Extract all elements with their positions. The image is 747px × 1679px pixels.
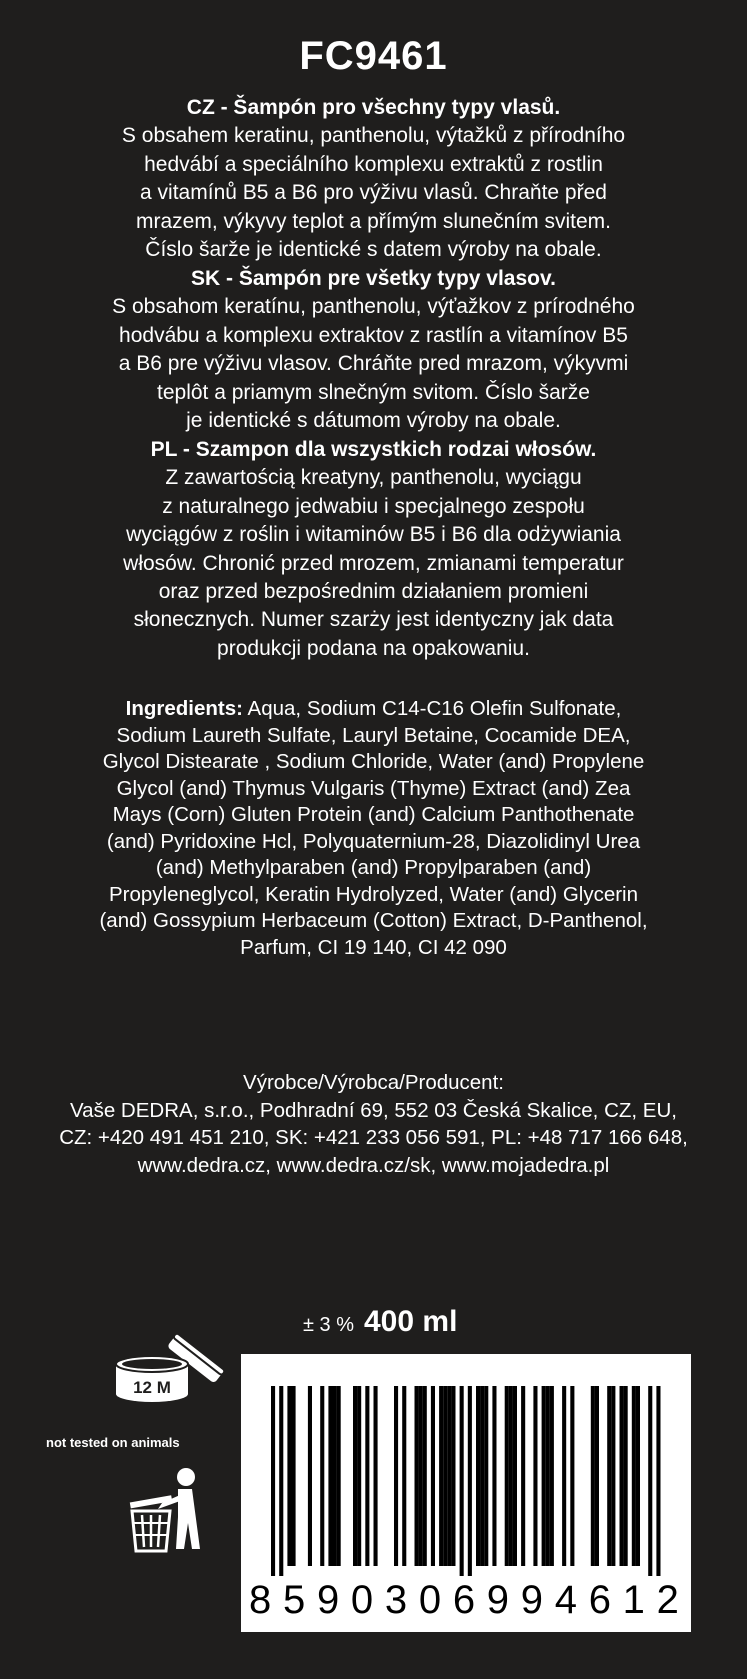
- barcode-bar: [337, 1386, 341, 1566]
- ingredients-line: (and) Gossypium Herbaceum (Cotton) Extract, D-Panthenol,: [99, 909, 648, 932]
- cz-heading: CZ - Šampón pro všechny typy vlasů.: [186, 96, 561, 119]
- pl-line: oraz przed bezpośrednim działaniem promieni: [158, 580, 589, 604]
- ingredients-label: Ingredients:: [125, 697, 243, 720]
- barcode-digit: 9: [316, 1578, 340, 1622]
- ingredients-line: (and) Pyridoxine Hcl, Polyquaternium-28, Diazolidinyl Urea: [106, 829, 641, 853]
- barcode-bar: [357, 1386, 361, 1566]
- barcode-bar: [415, 1386, 419, 1566]
- barcode-bar: [443, 1386, 447, 1566]
- not-tested-on-animals: not tested on animals: [46, 1435, 180, 1450]
- sk-line: hodvábu a komplexu extraktov z rastlín a vitamínov B5: [119, 323, 628, 347]
- barcode-bar: [562, 1386, 566, 1566]
- barcode-bar: [476, 1386, 480, 1566]
- pao-label: 12 M: [133, 1378, 171, 1397]
- barcode-bar: [624, 1386, 628, 1566]
- cz-line: mrazem, výkyvy teplot a přímým slunečním svitem.: [136, 209, 611, 233]
- manufacturer-phones: CZ: +420 491 451 210, SK: +421 233 056 591, PL: +48 717 166 648,: [59, 1126, 688, 1149]
- barcode-bar: [320, 1386, 324, 1566]
- barcode-bar: [591, 1386, 595, 1566]
- barcode-bar: [439, 1386, 443, 1566]
- manufacturer-websites: www.dedra.cz, www.dedra.cz/sk, www.mojadedra.pl: [137, 1153, 610, 1177]
- barcode-bar: [607, 1386, 611, 1566]
- ingredients-line: Mays (Corn) Gluten Protein (and) Calcium Panthothenate: [112, 803, 635, 826]
- barcode-bar: [292, 1386, 296, 1566]
- barcode-bar: [484, 1386, 488, 1566]
- barcode-bar: [656, 1386, 660, 1576]
- barcode-digit: 6: [452, 1578, 476, 1622]
- barcode-bar: [513, 1386, 517, 1566]
- barcode-bar: [279, 1386, 283, 1576]
- barcode-digit: 4: [554, 1578, 577, 1622]
- sk-line: je identické s dátumom výroby na obale.: [186, 409, 561, 433]
- cz-line: a vitamínů B5 a B6 pro výživu vlasů. Chraňte před: [140, 181, 607, 205]
- pl-line: Z zawartością kreatyny, panthenolu, wyciągu: [165, 466, 582, 490]
- pl-line: włosów. Chronić przed mrozem, zmianami temperatur: [123, 551, 624, 575]
- ingredients-line: Parfum, CI 19 140, CI 42 090: [240, 935, 507, 959]
- barcode-bar: [374, 1386, 378, 1566]
- barcode-bar: [521, 1386, 525, 1566]
- barcode-digit: 9: [520, 1578, 543, 1622]
- barcode-bar: [271, 1386, 275, 1576]
- barcode-bar: [533, 1386, 537, 1566]
- barcode-bar: [308, 1386, 312, 1566]
- barcode-bar: [333, 1386, 337, 1566]
- barcode-digit: 0: [418, 1578, 442, 1622]
- manufacturer-address: Vaše DEDRA, s.r.o., Podhradní 69, 552 03 Česká Skalice, CZ, EU,: [70, 1098, 677, 1122]
- manufacturer-section: [20, 1069, 727, 1179]
- barcode-bar: [402, 1386, 406, 1566]
- barcode-bar: [505, 1386, 509, 1566]
- barcode-bar: [595, 1386, 599, 1566]
- cz-line: hedvábí a speciálního komplexu extraktů z rostlin: [144, 152, 603, 176]
- barcode-bar: [460, 1386, 464, 1576]
- barcode-bar: [451, 1386, 455, 1566]
- barcode-bar: [423, 1386, 427, 1566]
- sk-section: [40, 265, 707, 435]
- barcode-bar: [328, 1386, 332, 1566]
- pl-line: z naturalnego jedwabiu i specjalnego zespołu: [162, 494, 585, 518]
- barcode-bar: [287, 1386, 291, 1566]
- sk-line: teplôt a priamym slnečným svitom. Číslo šarže: [157, 380, 590, 404]
- barcode-bar: [431, 1386, 435, 1566]
- barcode-bar: [468, 1386, 472, 1576]
- pl-line: słonecznych. Numer szarży jest identyczny jak data: [133, 608, 614, 632]
- sk-line: S obsahom keratínu, panthenolu, výťažkov z prírodného: [112, 295, 635, 319]
- volume-amount: 400 ml: [364, 1305, 458, 1338]
- trash-bin-icon: [128, 1465, 204, 1555]
- barcode-digit: 9: [486, 1578, 510, 1622]
- pl-section: [40, 436, 707, 663]
- pl-line: produkcji podana na opakowaniu.: [217, 636, 530, 660]
- ingredients-line: Glycol (and) Thymus Vulgaris (Thyme) Extract (and) Zea: [116, 776, 631, 800]
- open-jar-icon: [112, 1331, 236, 1405]
- barcode-bar: [480, 1386, 484, 1566]
- barcode-bar: [353, 1386, 357, 1566]
- barcode-bar: [492, 1386, 496, 1566]
- barcode-bar: [419, 1386, 423, 1566]
- barcode-number: [249, 1578, 679, 1623]
- barcode-digit: 5: [282, 1578, 306, 1622]
- barcode-bar: [546, 1386, 550, 1566]
- barcode-bar: [570, 1386, 574, 1566]
- ingredients-line: Glycol Distearate , Sodium Chloride, Water (and) Propylene: [102, 750, 645, 773]
- barcode-digit: 8: [249, 1578, 272, 1622]
- barcode-bar: [611, 1386, 615, 1566]
- barcode-digit: 2: [656, 1578, 679, 1622]
- ingredients-section: [40, 696, 707, 961]
- barcode-bar: [542, 1386, 546, 1566]
- barcode-digit: 1: [622, 1578, 645, 1622]
- ingredients-line: Propyleneglycol, Keratin Hydrolyzed, Water (and) Glycerin: [108, 882, 639, 906]
- volume: [303, 1305, 457, 1339]
- barcode-digit: 3: [384, 1578, 408, 1622]
- pl-heading: PL - Szampon dla wszystkich rodzai włosów.: [150, 438, 597, 461]
- barcode-digit: 0: [350, 1578, 374, 1622]
- barcode-bar: [447, 1386, 451, 1566]
- barcode-bar: [550, 1386, 554, 1566]
- barcode: [241, 1354, 691, 1632]
- pl-line: wyciągów z roślin i witaminów B5 i B6 dla odżywiania: [126, 523, 621, 547]
- barcode-digit: 6: [588, 1578, 611, 1622]
- ingredients-text: Aqua, Sodium C14-C16 Olefin Sulfonate,: [242, 697, 622, 720]
- cz-line: S obsahem keratinu, panthenolu, výtažků z přírodního: [121, 124, 626, 148]
- ingredients-first-line: [40, 696, 707, 723]
- barcode-bar: [632, 1386, 636, 1566]
- volume-tolerance: ± 3 %: [303, 1314, 354, 1336]
- barcode-bar: [620, 1386, 624, 1566]
- barcode-bar: [636, 1386, 640, 1566]
- ingredients-line: (and) Methylparaben (and) Propylparaben (and): [155, 856, 592, 879]
- barcode-bar: [509, 1386, 513, 1566]
- cz-section: [40, 94, 707, 264]
- sk-heading: SK - Šampón pre všetky typy vlasov.: [191, 267, 556, 290]
- sk-line: a B6 pre výživu vlasov. Chráňte pred mrazom, výkyvmi: [118, 352, 629, 376]
- ingredients-line: Sodium Laureth Sulfate, Lauryl Betaine, Cocamide DEA,: [116, 723, 631, 747]
- product-code: FC9461: [299, 34, 448, 78]
- barcode-bar: [394, 1386, 398, 1566]
- barcode-bar: [648, 1386, 652, 1576]
- cz-line: Číslo šarže je identické s datem výroby na obale.: [145, 238, 602, 262]
- barcode-bar: [365, 1386, 369, 1566]
- manufacturer-heading: Výrobce/Výrobca/Producent:: [243, 1071, 504, 1094]
